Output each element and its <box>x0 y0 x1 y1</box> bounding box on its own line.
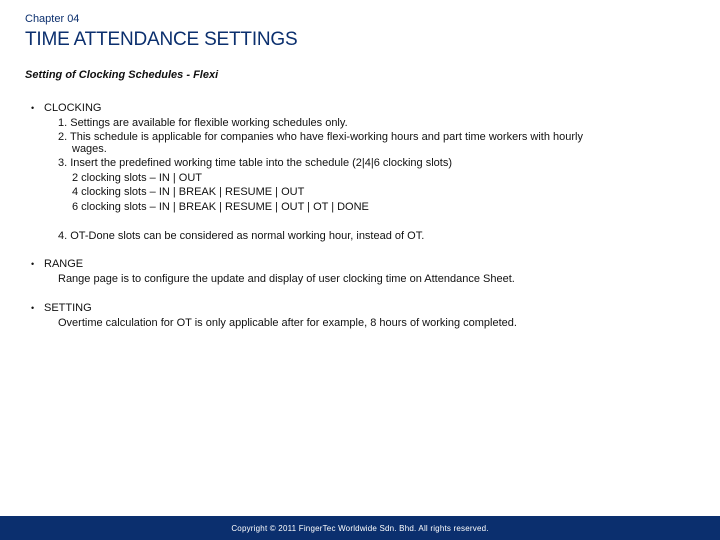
clocking-heading: CLOCKING <box>44 102 102 114</box>
range-text: Range page is to configure the update and display of user clocking time on Attendance Sheet. <box>58 273 515 285</box>
clocking-item-1: 1. Settings are available for flexible working schedules only. <box>58 117 348 129</box>
clocking-item-2-cont: wages. <box>72 143 107 155</box>
range-heading: RANGE <box>44 258 84 270</box>
setting-heading: SETTING <box>44 302 92 314</box>
footer-bar <box>0 516 720 540</box>
clocking-slots-2: 2 clocking slots – IN | OUT <box>72 172 203 184</box>
bullet-setting: • <box>31 303 35 313</box>
chapter-label: Chapter 04 <box>25 13 80 25</box>
setting-text: Overtime calculation for OT is only applicable after for example, 8 hours of working completed. <box>58 317 517 329</box>
clocking-slots-4: 4 clocking slots – IN | BREAK | RESUME | OUT <box>72 186 305 198</box>
bullet-range: • <box>31 259 35 269</box>
clocking-slots-6: 6 clocking slots – IN | BREAK | RESUME | OUT | OT | DONE <box>72 201 369 213</box>
clocking-item-3: 3. Insert the predefined working time table into the schedule (2|4|6 clocking slots) <box>58 157 452 169</box>
clocking-item-2: 2. This schedule is applicable for companies who have flexi-working hours and part time workers with hourly <box>58 131 583 143</box>
page-title: TIME ATTENDANCE SETTINGS <box>25 29 298 50</box>
page-subtitle: Setting of Clocking Schedules - Flexi <box>25 69 219 81</box>
footer-copyright: Copyright © 2011 FingerTec Worldwide Sdn. Bhd. All rights reserved. <box>231 524 489 533</box>
clocking-item-4: 4. OT-Done slots can be considered as normal working hour, instead of OT. <box>58 230 425 242</box>
bullet-clocking: • <box>31 103 35 113</box>
